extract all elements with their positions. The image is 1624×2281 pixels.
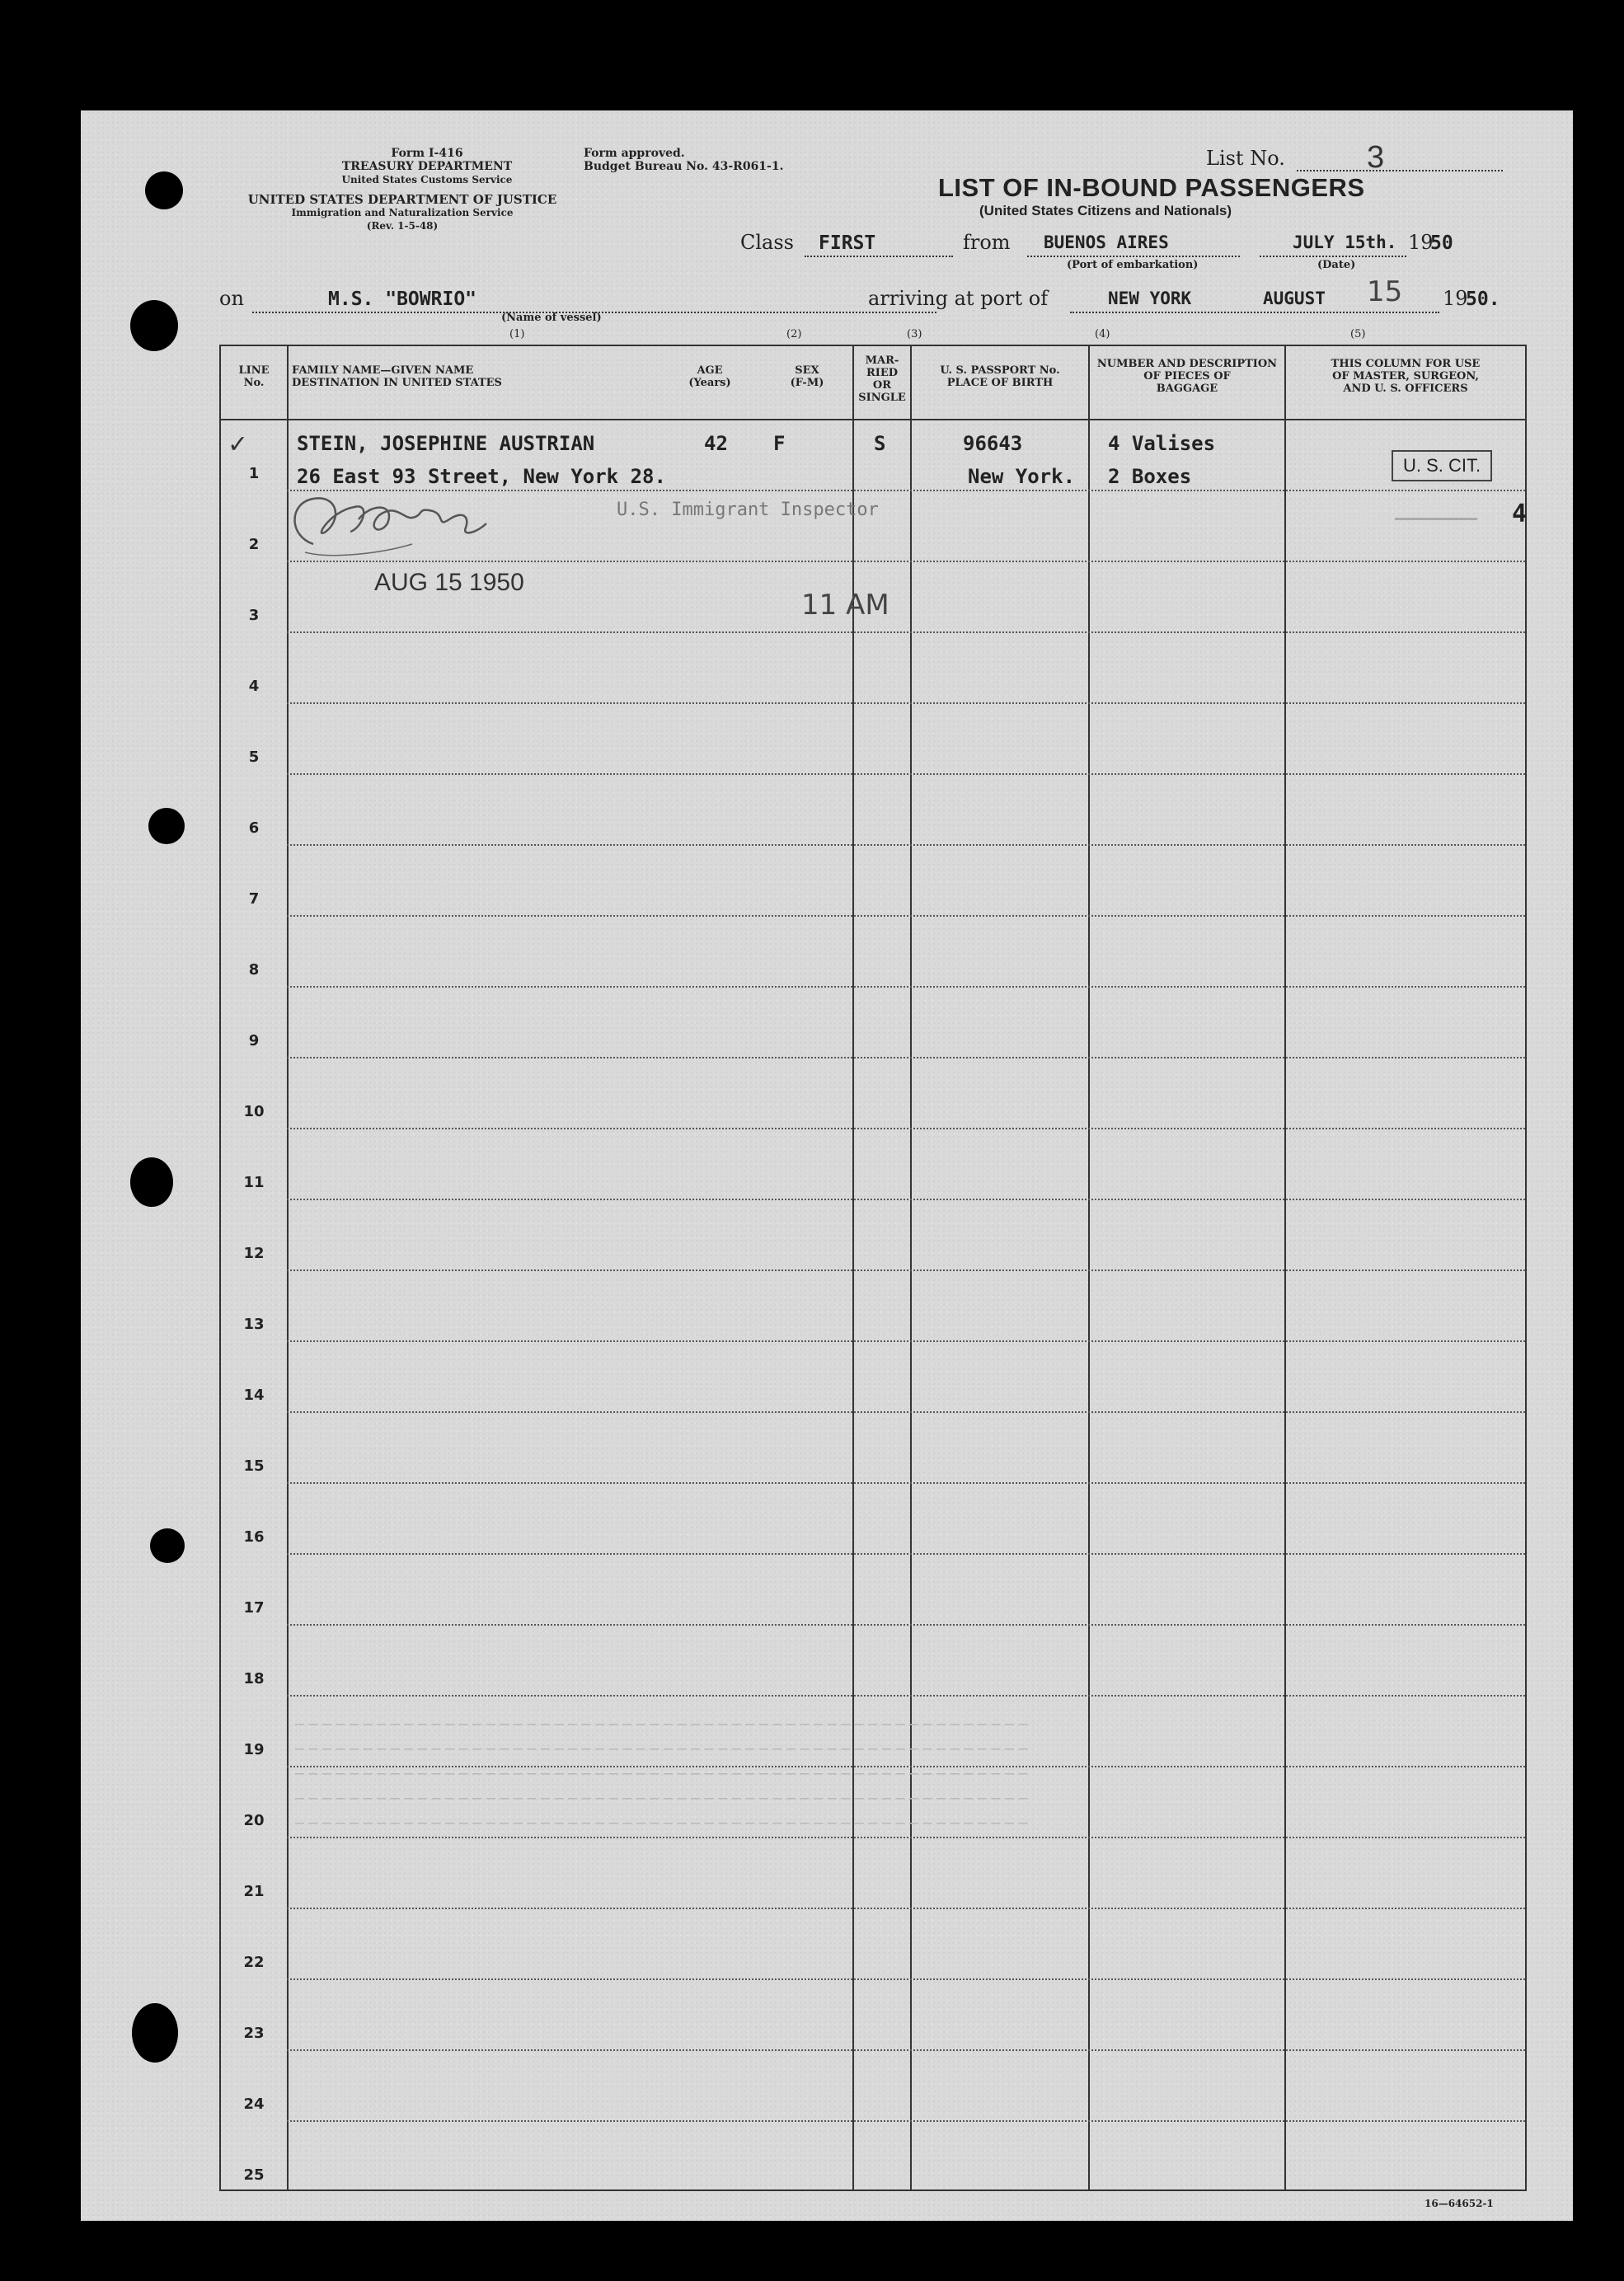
header-officers: THIS COLUMN FOR USE OF MASTER, SURGEON, AND U. S. OFFICERS [1331,358,1481,395]
line-number: 23 [243,2025,265,2042]
column-number-2: (2) [786,328,802,340]
line-number: 21 [243,1883,265,1900]
baggage-line-1: 4 Valises [1108,432,1216,455]
line-number: 5 [248,749,260,766]
line-number: 4 [248,678,260,695]
vessel-name: M.S. "BOWRIO" [328,289,477,310]
line-number: 1 [248,465,260,482]
line-number: 12 [243,1245,265,1262]
revision-date: (Rev. 1-5-48) [366,220,439,232]
row-rule [287,1837,1525,1839]
row-rule [287,1978,1525,1981]
line-number: 10 [243,1103,265,1120]
line-number: 13 [243,1316,265,1333]
ins-service: Immigration and Naturalization Service [291,207,514,218]
column-divider [1088,346,1090,2189]
date-underline [1260,256,1406,257]
port-caption: (Port of embarkation) [1067,259,1199,271]
line-number: 3 [248,607,260,624]
date-caption: (Date) [1317,259,1356,271]
row-rule [287,1411,1525,1414]
document-page [81,110,1573,2221]
punch-hole [132,2003,178,2063]
header-line-no: LINE No. [238,364,270,389]
arrival-day: 15 [1367,275,1403,308]
form-approved: Form approved. [584,147,685,160]
list-no-label: List No. [1206,147,1285,170]
date-year: 50 [1430,232,1453,254]
row-rule [287,844,1525,847]
treasury-department: TREASURY DEPARTMENT [341,160,513,173]
arrival-underline [1070,312,1439,313]
inspection-time: 11 AM [801,589,889,622]
line-number: 2 [248,536,260,553]
row-rule [287,1695,1525,1697]
line-number: 6 [248,819,260,837]
arrival-year: 50. [1466,289,1500,310]
birthplace: New York. [968,465,1076,488]
class-value: FIRST [819,232,876,254]
header-age: AGE (Years) [688,364,731,389]
justice-department: UNITED STATES DEPARTMENT OF JUSTICE [247,192,557,207]
line-number: 15 [243,1457,265,1475]
passenger-age: 42 [704,432,728,455]
officer-mark [1395,518,1477,520]
punch-hole [130,300,178,351]
citizenship-stamp: U. S. CIT. [1392,450,1492,481]
line-number: 8 [248,961,260,979]
line-number: 19 [243,1741,265,1758]
row-rule [287,2120,1525,2123]
passport-number: 96643 [963,432,1023,455]
budget-bureau: Budget Bureau No. 43-R061-1. [584,160,784,173]
header-passport: U. S. PASSPORT No. PLACE OF BIRTH [940,364,1060,389]
inspector-signature [280,486,536,561]
column-divider [287,346,289,2189]
line-number: 20 [243,1812,265,1829]
list-no-value: 3 [1367,140,1385,175]
punch-hole [130,1157,173,1207]
from-label: from [963,231,1011,254]
row-rule [287,1482,1525,1485]
arrival-port: NEW YORK [1108,289,1192,308]
arrival-month: AUGUST [1263,289,1326,308]
passenger-table [219,345,1527,2191]
row-rule [287,1624,1525,1626]
line-number: 9 [248,1032,260,1049]
inspector-stamp: U.S. Immigrant Inspector [617,500,879,520]
row-rule [287,702,1525,705]
customs-service: United States Customs Service [341,174,513,185]
class-label: Class [740,231,794,254]
arrival-year-prefix: 19 [1443,287,1468,310]
header-married: MAR- RIED OR SINGLE [858,354,906,404]
row-rule [287,631,1525,634]
column-divider [910,346,912,2189]
line-number: 18 [243,1670,265,1687]
column-number-3: (3) [907,328,922,340]
on-label: on [219,287,244,310]
passenger-marital: S [874,432,886,455]
list-no-underline [1297,170,1503,171]
row-rule [287,915,1525,918]
row-rule [287,1908,1525,1910]
inspection-date-stamp: AUG 15 1950 [374,569,524,596]
row-rule [287,1270,1525,1272]
punch-hole [145,171,183,209]
header-baggage: NUMBER AND DESCRIPTION OF PIECES OF BAGGAGE [1096,358,1278,395]
line-number: 22 [243,1954,265,1971]
header-name: FAMILY NAME—GIVEN NAME DESTINATION IN UNITED STATES [292,364,502,389]
document-title: LIST OF IN-BOUND PASSENGERS [938,173,1365,202]
date-year-prefix: 19 [1408,231,1434,254]
document-subtitle: (United States Citizens and Nationals) [979,203,1232,218]
line-number: 17 [243,1599,265,1617]
check-mark: ✓ [229,427,246,460]
column-divider [852,346,854,2189]
embarkation-date: JULY 15th. [1293,232,1397,252]
class-underline [805,256,953,257]
line-number: 11 [243,1174,265,1191]
officer-number: 4 [1512,500,1528,528]
line-number: 16 [243,1528,265,1546]
vessel-caption: (Name of vessel) [501,312,602,324]
row-rule [287,1553,1525,1556]
row-rule [287,1340,1525,1343]
column-divider [1284,346,1286,2189]
row-rule [287,2049,1525,2052]
port-underline [1027,256,1240,257]
row-rule [287,1199,1525,1201]
bleed-through: ─ ─ ─ ─ ─ ─ ─ ─ ─ ─ ─ ─ ─ ─ ─ ─ ─ ─ ─ ─ ─ ─ ─ ─ ─ ─ ─ ─ ─ ─ ─ ─ ─ ─ ─ ─ ─ ─ ─ ─ ─ ─ ─ ─ ─ ─ ─ ─ ─ ─ ─ ─ ─ ─ ─ ─ ─ ─ ─ ─ ─ ─ ─ ─ ─ ─ ─ ─ ─ ─ ─ ─ ─ ─ ─ ─ ─ ─ ─ ─ ─ ─ ─ ─ ─ ─ ─ ─ ─ ─ ─ ─ ─ ─ ─ ─ ─ ─ ─ ─ ─ ─ ─ ─ ─ ─ ─ ─ ─ ─ ─ ─ ─ ─ ─ ─ ─ ─ ─ ─ ─ ─ ─ ─ ─ ─ ─ ─ ─ ─ ─ ─ ─ ─ ─ ─ ─ ─ ─ ─ ─ ─ ─ ─ ─ ─ ─ ─ ─ ─ ─ ─ ─ ─ ─ ─ ─ ─ ─ ─ ─ ─ ─ ─ ─ ─ ─ ─ ─ ─ ─ ─ ─ ─ ─ ─ ─ ─ ─ ─ ─ ─ ─ ─ ─ ─ ─ ─ ─ ─ ─ ─ ─ ─ ─ ─ ─ ─ ─ ─ ─ ─ ─ ─ ─ ─ ─ ─ ─ ─ ─ ─ ─ ─ ─ ─ ─ ─ ─ ─ ─ ─ ─ ─ ─ ─ ─ ─ ─ ─ ─ ─ ─ ─ ─ ─ ─ ─ ─ ─ ─ ─ ─ ─ ─ ─ ─ ─ ─ ─ ─ ─ ─ ─ ─ ─ ─ ─ ─ ─ ─ ─ ─ ─ ─ ─ ─ ─ ─ ─ [295,1716,1028,1833]
line-number: 14 [243,1387,265,1404]
embarkation-port: BUENOS AIRES [1044,232,1169,252]
header-sex: SEX (F-M) [790,364,824,389]
row-rule [287,773,1525,776]
passenger-sex: F [773,432,786,455]
punch-hole [150,1528,185,1563]
passenger-name: STEIN, JOSEPHINE AUSTRIAN [297,432,595,455]
row-rule [287,1128,1525,1130]
arriving-label: arriving at port of [868,287,1049,310]
baggage-line-2: 2 Boxes [1108,465,1192,488]
row-rule [287,986,1525,988]
row-rule [287,1057,1525,1059]
form-number: Form I-416 [391,147,463,160]
line-number: 7 [248,890,260,908]
form-code: 16—64652-1 [1425,2198,1494,2209]
punch-hole [148,808,185,844]
passenger-destination: 26 East 93 Street, New York 28. [297,465,666,488]
column-number-1: (1) [509,328,525,340]
row-rule [287,561,1525,563]
column-number-5: (5) [1350,328,1366,340]
line-number: 24 [243,2096,265,2113]
column-number-4: (4) [1095,328,1110,340]
header-rule [221,419,1525,420]
line-number: 25 [243,2166,265,2184]
